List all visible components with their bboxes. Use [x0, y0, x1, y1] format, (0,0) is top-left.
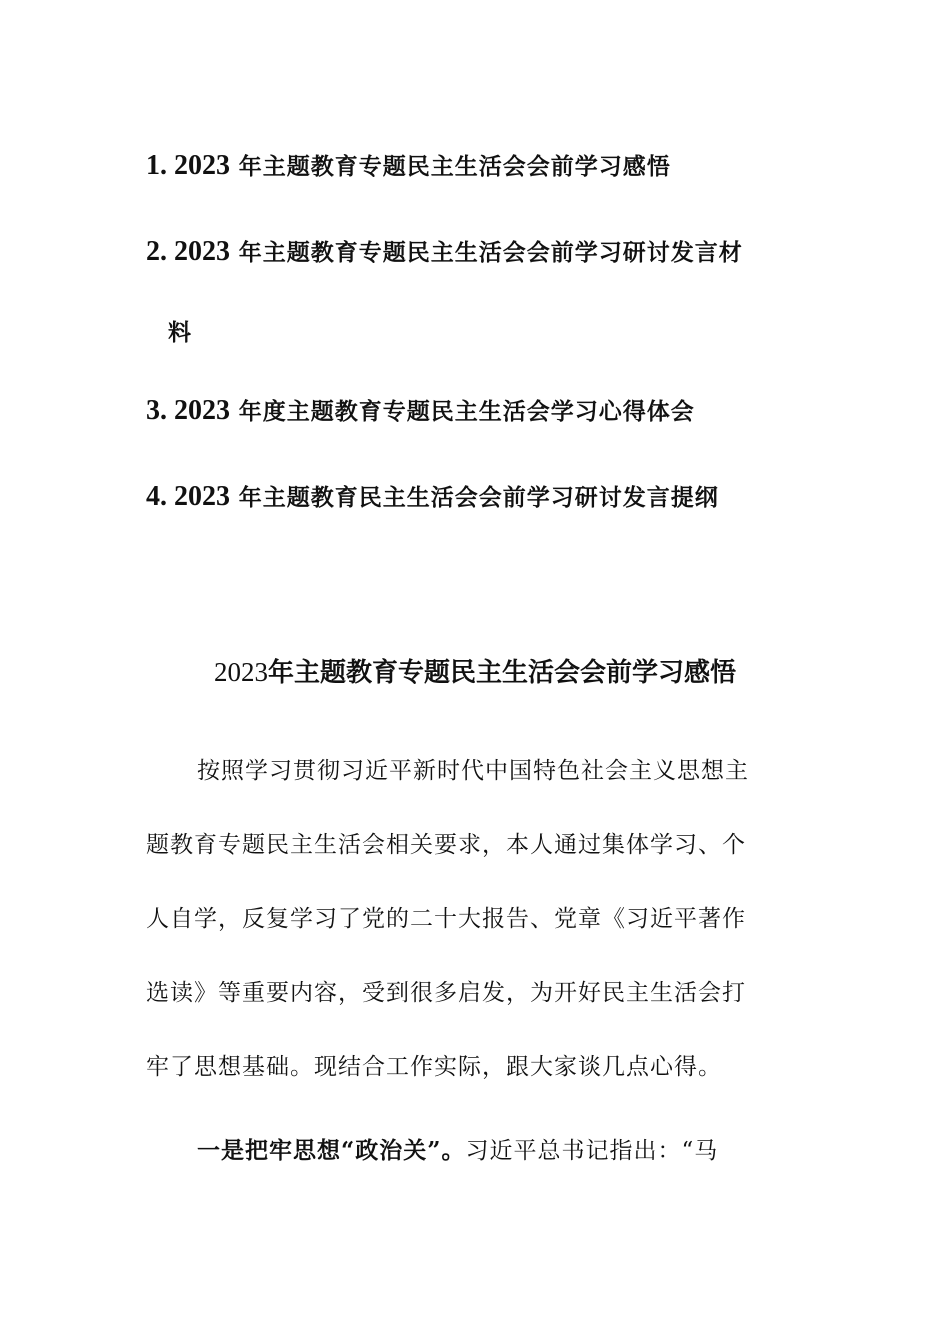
toc-item-text: 年主题教育专题民主生活会会前学习感悟	[238, 153, 671, 180]
toc-item-3[interactable]	[146, 393, 695, 427]
toc-item-number: 4. 2023	[146, 481, 230, 512]
toc-item-4[interactable]	[146, 479, 719, 513]
body-paragraph-line: 选读》等重要内容，受到很多启发，为开好民主生活会打	[146, 980, 746, 1006]
title-year: 2023	[213, 657, 268, 687]
document-title	[0, 652, 950, 689]
section-text: 习近平总书记指出：“马	[465, 1138, 719, 1164]
title-text: 年主题教育专题民主生活会会前学习感悟	[267, 658, 736, 688]
body-paragraph-line: 人自学，反复学习了党的二十大报告、党章《习近平著作	[146, 906, 746, 932]
toc-item-number: 1. 2023	[146, 150, 230, 181]
section-heading: 一是把牢思想“政治关”。	[197, 1137, 466, 1164]
toc-item-number: 3. 2023	[146, 395, 230, 426]
body-paragraph-line: 题教育专题民主生活会相关要求，本人通过集体学习、个	[146, 832, 746, 858]
toc-item-2[interactable]	[146, 234, 743, 268]
toc-item-2-continuation: 料	[168, 319, 191, 346]
body-paragraph-line: 按照学习贯彻习近平新时代中国特色社会主义思想主	[197, 758, 749, 784]
toc-item-1[interactable]	[146, 148, 671, 182]
toc-item-text: 年度主题教育专题民主生活会学习心得体会	[238, 398, 695, 425]
toc-item-text: 年主题教育民主生活会会前学习研讨发言提纲	[238, 484, 719, 511]
toc-item-text: 年主题教育专题民主生活会会前学习研讨发言材	[238, 239, 743, 266]
body-paragraph-line: 牢了思想基础。现结合工作实际，跟大家谈几点心得。	[146, 1054, 722, 1080]
body-paragraph-line	[197, 1132, 718, 1165]
toc-item-number: 2. 2023	[146, 236, 230, 267]
